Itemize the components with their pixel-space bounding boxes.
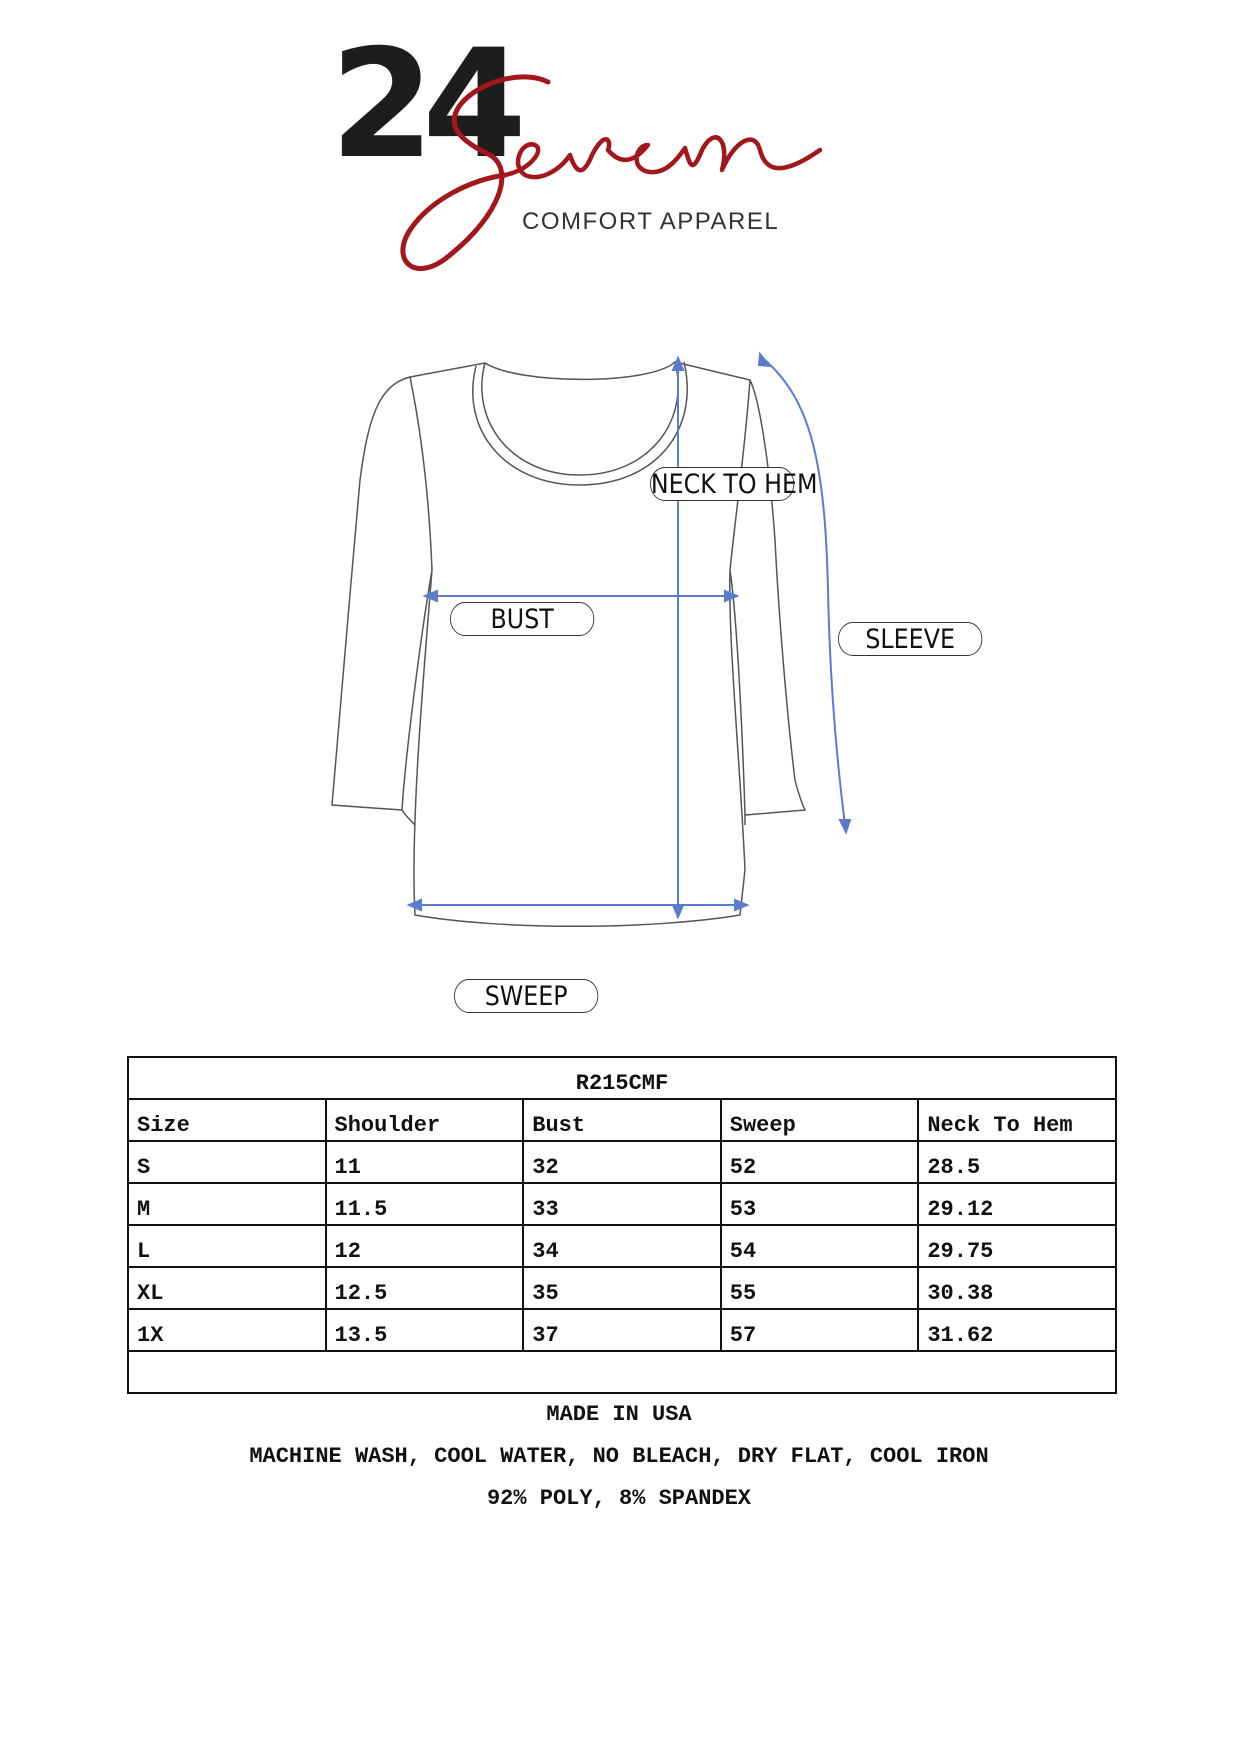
neck-to-hem-label: NECK TO HEM bbox=[650, 469, 818, 500]
logo-tagline: COMFORT APPAREL bbox=[522, 208, 780, 235]
cell-shoulder: 12.5 bbox=[326, 1267, 524, 1309]
cell-sweep: 55 bbox=[721, 1267, 919, 1309]
cell-shoulder: 11.5 bbox=[326, 1183, 524, 1225]
fabric-content: 92% POLY, 8% SPANDEX bbox=[486, 1486, 752, 1511]
bust-label: BUST bbox=[450, 602, 594, 636]
cell-size: L bbox=[128, 1225, 326, 1267]
shirt-outline bbox=[332, 362, 818, 926]
care-instructions: MACHINE WASH, COOL WATER, NO BLEACH, DRY FLAT, COOL IRON bbox=[249, 1444, 989, 1469]
cell-bust: 33 bbox=[523, 1183, 721, 1225]
table-empty-row bbox=[128, 1351, 1116, 1393]
cell-neck-to-hem: 29.75 bbox=[918, 1225, 1116, 1267]
sweep-label: SWEEP bbox=[454, 979, 598, 1013]
cell-neck-to-hem: 30.38 bbox=[918, 1267, 1116, 1309]
cell-neck-to-hem: 28.5 bbox=[918, 1141, 1116, 1183]
brand-logo bbox=[330, 18, 890, 270]
empty-cell bbox=[128, 1351, 1116, 1393]
cell-shoulder: 13.5 bbox=[326, 1309, 524, 1351]
table-row bbox=[128, 1267, 1116, 1309]
header-neck-to-hem: Neck To Hem bbox=[918, 1099, 1116, 1141]
style-number: R215CMF bbox=[128, 1057, 1116, 1099]
cell-size: 1X bbox=[128, 1309, 326, 1351]
size-chart-table bbox=[127, 1056, 1117, 1394]
table-row bbox=[128, 1141, 1116, 1183]
sleeve-label: SLEEVE bbox=[838, 622, 982, 656]
cell-sweep: 54 bbox=[721, 1225, 919, 1267]
table-row bbox=[128, 1309, 1116, 1351]
cell-neck-to-hem: 31.62 bbox=[918, 1309, 1116, 1351]
cell-size: M bbox=[128, 1183, 326, 1225]
table-header-row bbox=[128, 1099, 1116, 1141]
garment-diagram bbox=[0, 340, 1238, 1030]
header-size: Size bbox=[128, 1099, 326, 1141]
cell-bust: 35 bbox=[523, 1267, 721, 1309]
cell-bust: 37 bbox=[523, 1309, 721, 1351]
cell-sweep: 57 bbox=[721, 1309, 919, 1351]
cell-size: XL bbox=[128, 1267, 326, 1309]
header-shoulder: Shoulder bbox=[326, 1099, 524, 1141]
cell-size: S bbox=[128, 1141, 326, 1183]
table-row bbox=[128, 1225, 1116, 1267]
table-title-row bbox=[128, 1057, 1116, 1099]
header-bust: Bust bbox=[523, 1099, 721, 1141]
cell-shoulder: 11 bbox=[326, 1141, 524, 1183]
cell-bust: 32 bbox=[523, 1141, 721, 1183]
logo-number: 24 bbox=[330, 18, 515, 192]
origin-text: MADE IN USA bbox=[546, 1402, 692, 1427]
cell-bust: 34 bbox=[523, 1225, 721, 1267]
table-row bbox=[128, 1183, 1116, 1225]
cell-shoulder: 12 bbox=[326, 1225, 524, 1267]
header-sweep: Sweep bbox=[721, 1099, 919, 1141]
cell-neck-to-hem: 29.12 bbox=[918, 1183, 1116, 1225]
cell-sweep: 52 bbox=[721, 1141, 919, 1183]
cell-sweep: 53 bbox=[721, 1183, 919, 1225]
sleeve-arrow bbox=[765, 360, 845, 825]
